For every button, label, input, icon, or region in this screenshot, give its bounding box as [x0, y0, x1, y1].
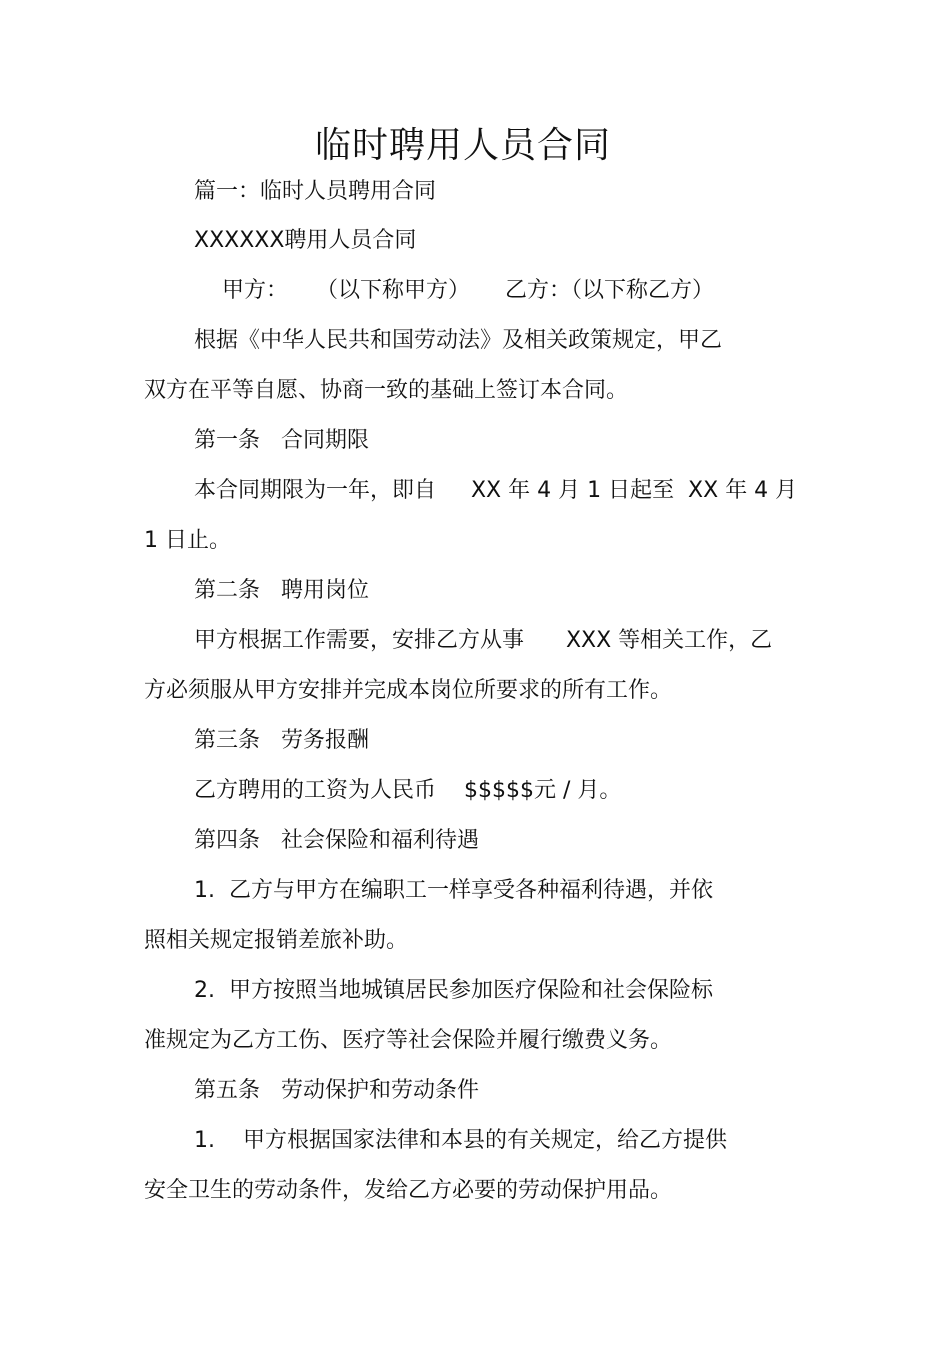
list-item-line: 1. 乙方与甲方在编职工一样享受各种福利待遇，并依: [194, 878, 713, 903]
document-title: 临时聘用人员合同: [314, 125, 611, 166]
contract-name: XXXXXX聘用人员合同: [194, 228, 417, 253]
list-item-line: 1. 甲方根据国家法律和本县的有关规定，给乙方提供: [194, 1128, 727, 1153]
paragraph-line: 1 日止。: [144, 528, 231, 553]
paragraph-line: 方必须服从甲方安排并完成本岗位所要求的所有工作。: [144, 678, 673, 703]
list-item-line: 照相关规定报销差旅补助。: [144, 928, 409, 953]
article-heading: 第二条 聘用岗位: [194, 578, 369, 603]
list-item-line: 安全卫生的劳动条件，发给乙方必要的劳动保护用品。: [144, 1178, 673, 1203]
paragraph-line: 本合同期限为一年，即自 XX 年 4 月 1 日起至 XX 年 4 月: [194, 478, 798, 503]
article-heading: 第一条 合同期限: [194, 428, 369, 453]
parties-line: 甲方： （以下称甲方） 乙方：（以下称乙方）: [222, 278, 714, 303]
paragraph-line: 乙方聘用的工资为人民币 $$$$$元 / 月。: [194, 778, 622, 803]
paragraph-line: 双方在平等自愿、协商一致的基础上签订本合同。: [144, 378, 629, 403]
list-item-line: 准规定为乙方工伤、医疗等社会保险并履行缴费义务。: [144, 1028, 673, 1053]
article-heading: 第四条 社会保险和福利待遇: [194, 828, 479, 853]
paragraph-line: 甲方根据工作需要，安排乙方从事 XXX 等相关工作，乙: [194, 628, 773, 653]
article-heading: 第三条 劳务报酬: [194, 728, 369, 753]
article-heading: 第五条 劳动保护和劳动条件: [194, 1078, 479, 1103]
list-item-line: 2. 甲方按照当地城镇居民参加医疗保险和社会保险标: [194, 978, 713, 1003]
paragraph-line: 根据《中华人民共和国劳动法》及相关政策规定，甲乙: [194, 328, 723, 353]
section-heading: 篇一：临时人员聘用合同: [194, 179, 437, 204]
